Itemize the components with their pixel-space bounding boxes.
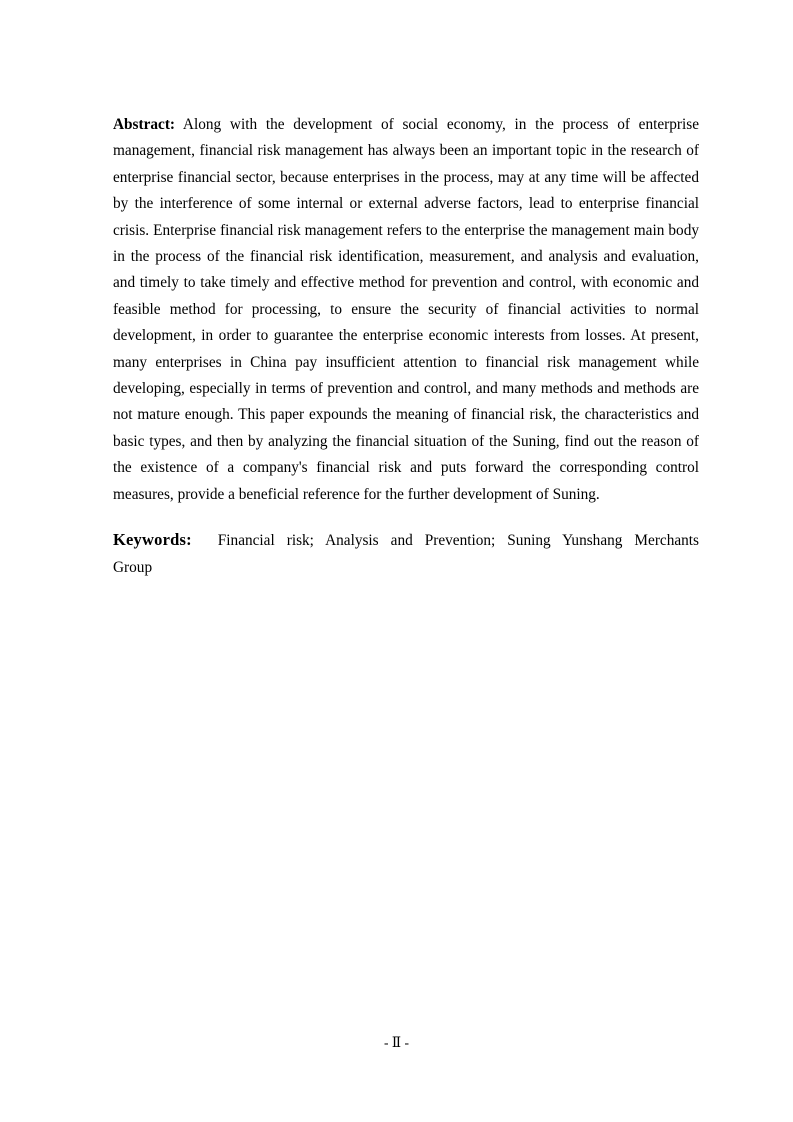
abstract-paragraph [113,112,699,508]
page-number: - Ⅱ - [384,1035,409,1050]
abstract-label: Abstract: [113,116,176,133]
page-footer [0,1035,793,1051]
keywords-block [113,527,699,581]
keywords-text: Financial risk; Analysis and Prevention; Suning Yunshang Merchants Group [113,532,699,576]
page-content [113,112,699,581]
keywords-label: Keywords: [113,530,192,550]
abstract-body: Along with the development of social economy, in the process of enterprise management, financial risk management has always been an important topic in the research of enterprise financial sector, because enterprises in the process, may at any time will be affected by the interference of some internal or external adverse factors, lead to enterprise financial crisis. Enterprise financial risk management refers to the enterprise the management main body in the process of the financial risk identification, measurement, and analysis and evaluation, and timely to take timely and effective method for prevention and control, with economic and feasible method for processing, to ensure the security of financial activities to normal development, in order to guarantee the enterprise economic interests from losses. At present, many enterprises in China pay insufficient attention to financial risk management while developing, especially in terms of prevention and control, and many methods and methods are not mature enough. This paper expounds the meaning of financial risk, the characteristics and basic types, and then by analyzing the financial situation of the Suning, find out the reason of the existence of a company's financial risk and puts forward the corresponding control measures, provide a beneficial reference for the further development of Suning. [113,116,699,503]
